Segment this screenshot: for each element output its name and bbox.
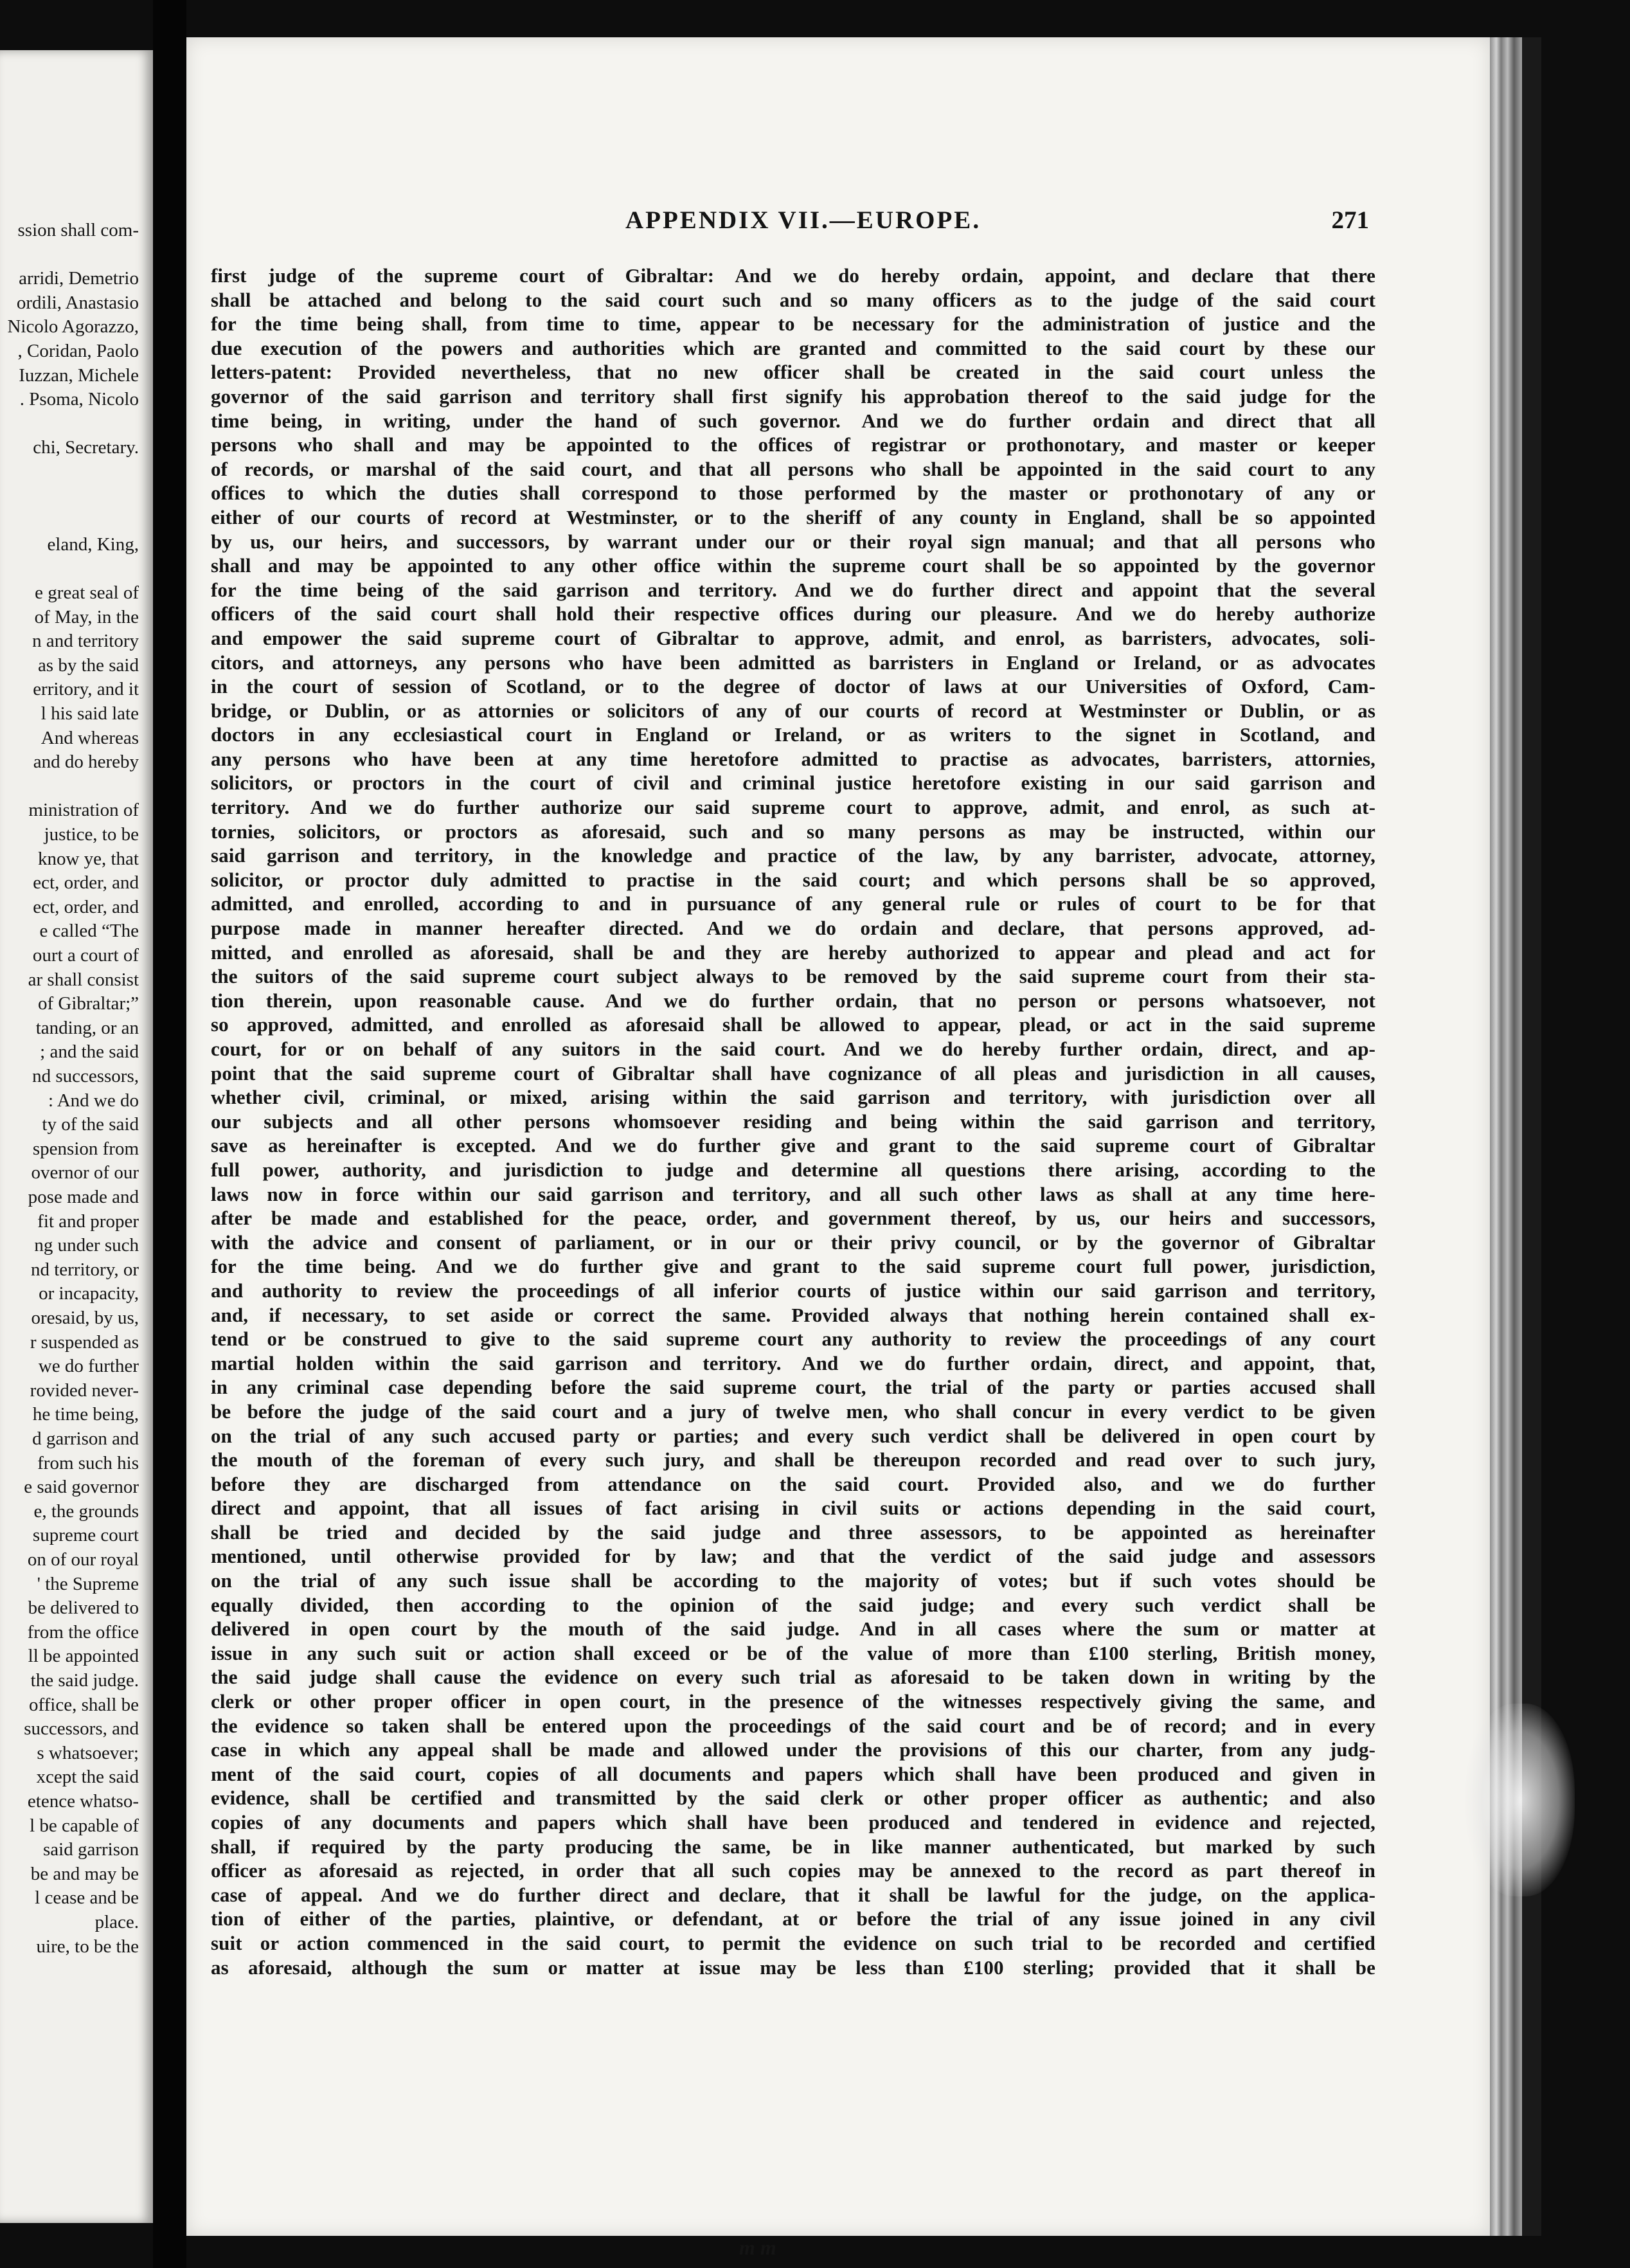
text-line: the evidence so taken shall be entered upon the proceedings of the said court and be of record; and in every bbox=[211, 1714, 1375, 1737]
text-line: direct and appoint, that all issues of fact arising in civil suits or actions depending in the said court, bbox=[211, 1497, 1375, 1520]
text-line: by us, our heirs, and successors, by warrant under our or their royal sign manual; and that all persons who bbox=[211, 530, 1375, 553]
text-line: and, if necessary, to set aside or correct the same. Provided always that nothing herein contained shall ex- bbox=[211, 1303, 1375, 1326]
book-cover-edge bbox=[1522, 37, 1541, 2236]
text-line: officer as aforesaid as rejected, in order that all such copies may be annexed to the record as part thereof in bbox=[211, 1859, 1375, 1882]
fragment-line: justice, to be bbox=[44, 824, 139, 845]
text-line: letters-patent: Provided nevertheless, that no new officer shall be created in the said court unless the bbox=[211, 361, 1375, 384]
text-line: tion therein, upon reasonable cause. And we do further ordain, that no person or persons whatsoever, not bbox=[211, 989, 1375, 1012]
text-line: on the trial of any such accused party or parties; and every such verdict shall be delivered in open court by bbox=[211, 1424, 1375, 1447]
text-line: suit or action commenced in the said court, to permit the evidence on such trial to be recorded and certified bbox=[211, 1931, 1375, 1954]
fragment-line: etence whatso- bbox=[27, 1791, 139, 1812]
text-line: laws now in force within our said garrison and territory, and all such other laws as shall at any time here- bbox=[211, 1182, 1375, 1205]
text-line: citors, and attorneys, any persons who have been admitted as barristers in England or Ireland, or as advocates bbox=[211, 651, 1375, 674]
fragment-line: be and may be bbox=[30, 1863, 139, 1884]
fragment-line: eland, King, bbox=[47, 534, 139, 555]
text-line: shall and may be appointed to any other office within the supreme court shall be so appointed by the governor bbox=[211, 554, 1375, 577]
fragment-line: ect, order, and bbox=[33, 896, 139, 917]
fragment-line: ordili, Anastasio bbox=[16, 292, 139, 313]
fragment-line: be delivered to bbox=[28, 1598, 139, 1619]
fragment-line: s whatsoever; bbox=[37, 1742, 139, 1763]
fragment-line: and do hereby bbox=[33, 752, 139, 773]
fragment-line: ty of the said bbox=[42, 1114, 139, 1135]
fragment-line: ect, order, and bbox=[33, 872, 139, 894]
text-line: tion of either of the parties, plaintive, or defendant, at or before the trial of any issue joined in any civil bbox=[211, 1907, 1375, 1931]
text-line: doctors in any ecclesiastical court in England or Ireland, or as writers to the signet in Scotland, and bbox=[211, 723, 1375, 746]
fragment-line: oresaid, by us, bbox=[31, 1308, 139, 1328]
fragment-line: we do further bbox=[38, 1356, 139, 1377]
fragment-line: ng under such bbox=[34, 1235, 139, 1256]
text-line: solicitor, or proctor duly admitted to practise in the said court; and which persons shall be so approved, bbox=[211, 868, 1375, 891]
fragment-line: l his said late bbox=[40, 703, 139, 724]
text-line: officers of the said court shall hold their respective offices during our pleasure. And we do hereby authorize bbox=[211, 602, 1375, 626]
fragment-line: : And we do bbox=[48, 1090, 139, 1111]
fragment-line: arridi, Demetrio bbox=[19, 268, 139, 289]
fragment-line: from such his bbox=[37, 1452, 139, 1473]
fragment-line: pose made and bbox=[28, 1187, 139, 1207]
fragment-line: of Gibraltar;” bbox=[37, 993, 139, 1014]
text-line: shall be attached and belong to the said court such and so many officers as to the judge of the said court bbox=[211, 288, 1375, 311]
text-line: for the time being. And we do further give and grant to the said supreme court full power, jurisdiction, bbox=[211, 1255, 1375, 1278]
fragment-line: . Psoma, Nicolo bbox=[19, 389, 139, 410]
text-line: and authority to review the proceedings of all inferior courts of justice within our said garrison and territory, bbox=[211, 1279, 1375, 1302]
fragment-line: ll be appointed bbox=[28, 1646, 139, 1667]
text-line: point that the said supreme court of Gibraltar shall have cognizance of all pleas and jurisdiction in all causes, bbox=[211, 1061, 1375, 1084]
fragment-line: said garrison bbox=[43, 1839, 139, 1860]
text-line: mitted, and enrolled as aforesaid, shall be and they are hereby authorized to appear and plead and act for bbox=[211, 941, 1375, 964]
text-line: any persons who have been at any time heretofore admitted to practise as advocates, barristers, attornies, bbox=[211, 747, 1375, 770]
fragment-line: supreme court bbox=[32, 1525, 139, 1546]
fragment-line: office, shall be bbox=[29, 1694, 139, 1715]
fragment-line: ministration of bbox=[28, 800, 139, 821]
fragment-line: uire, to be the bbox=[36, 1936, 139, 1957]
text-line: shall be tried and decided by the said judge and three assessors, to be appointed as hereinafter bbox=[211, 1520, 1375, 1544]
fragment-line: l cease and be bbox=[35, 1887, 139, 1909]
text-line: clerk or other proper officer in open court, in the presence of the witnesses respectively giving the same, and bbox=[211, 1690, 1375, 1713]
fragment-line: the said judge. bbox=[30, 1670, 139, 1691]
text-line: court, for or on behalf of any suitors in the said court. And we do hereby further ordain, direct, and ap- bbox=[211, 1038, 1375, 1060]
fragment-line: tanding, or an bbox=[35, 1017, 139, 1038]
fragment-line: from the office bbox=[27, 1621, 139, 1643]
fragment-line: r suspended as bbox=[30, 1331, 139, 1353]
fragment-line: e said governor bbox=[24, 1477, 139, 1498]
text-line: equally divided, then according to the opinion of the said judge; and every such verdict shall be bbox=[211, 1593, 1375, 1616]
text-line: tornies, solicitors, or proctors as aforesaid, such and so many persons as may be instructed, within our bbox=[211, 820, 1375, 843]
page-header bbox=[186, 206, 1490, 244]
fragment-line: nd successors, bbox=[32, 1066, 139, 1086]
text-line: as aforesaid, although the sum or matter at issue may be less than £100 sterling; provided that it shall be bbox=[211, 1956, 1375, 1979]
fragment-line: or incapacity, bbox=[39, 1283, 139, 1304]
fragment-line: d garrison and bbox=[32, 1428, 139, 1449]
fragment-line: ar shall consist bbox=[28, 969, 139, 990]
text-line: time being, in writing, under the hand of such governor. And we do further ordain and direct that all bbox=[211, 409, 1375, 432]
signature-mark: m m bbox=[739, 2236, 776, 2259]
text-line: territory. And we do further authorize our said supreme court to approve, admit, and enrol, as such at- bbox=[211, 796, 1375, 819]
fragment-line: n and territory bbox=[32, 631, 139, 652]
text-line: bridge, or Dublin, or as attornies or solicitors of any of our courts of record at Westminster or Dublin, or as bbox=[211, 699, 1375, 722]
text-line: after be made and established for the peace, order, and government thereof, by us, our heirs and successors, bbox=[211, 1207, 1375, 1230]
text-line: in any criminal case depending before the said supreme court, the trial of the party or parties accused shall bbox=[211, 1376, 1375, 1399]
fragment-line: overnor of our bbox=[31, 1162, 139, 1184]
text-line: purpose made in manner hereafter directed. And we do ordain and declare, that persons approved, ad- bbox=[211, 917, 1375, 940]
text-line: be before the judge of the said court and a jury of twelve men, who shall concur in every verdict to be given bbox=[211, 1400, 1375, 1423]
text-line: delivered in open court by the mouth of the said judge. And in all cases where the sum or matter at bbox=[211, 1617, 1375, 1641]
fragment-line: e great seal of bbox=[35, 582, 139, 603]
text-line: admitted, and enrolled, according to and in pursuance of any general rule or rules of court to be for that bbox=[211, 892, 1375, 915]
fragment-line: xcept the said bbox=[36, 1767, 139, 1788]
fragment-line: as by the said bbox=[37, 654, 139, 676]
text-line: for the time being shall, from time to time, appear to be necessary for the administration of justice and the bbox=[211, 312, 1375, 336]
fragment-line: ourt a court of bbox=[32, 945, 139, 966]
fragment-line: place. bbox=[94, 1912, 139, 1932]
text-line: so approved, admitted, and enrolled as aforesaid shall be allowed to appear, plead, or act in the said supreme bbox=[211, 1013, 1375, 1036]
text-line: ment of the said court, copies of all documents and papers which shall have been produced and given in bbox=[211, 1762, 1375, 1785]
text-line: martial holden within the said garrison and territory. And we do further ordain, direct, and appoint, that, bbox=[211, 1351, 1375, 1374]
fragment-line: ' the Supreme bbox=[37, 1573, 139, 1594]
text-line: the mouth of the foreman of every such jury, and shall be thereupon recorded and read over to such jury, bbox=[211, 1448, 1375, 1472]
page bbox=[186, 37, 1490, 2259]
text-line: the said judge shall cause the evidence on every such trial as aforesaid to be taken down in writing by the bbox=[211, 1666, 1375, 1689]
page-stain bbox=[1465, 1704, 1575, 1896]
text-line: shall, if required by the party producing the same, be in like manner authenticated, but marked by such bbox=[211, 1835, 1375, 1858]
text-line: on the trial of any such issue shall be according to the majority of votes; but if such votes should be bbox=[211, 1569, 1375, 1592]
fragment-line: Nicolo Agorazzo, bbox=[7, 316, 139, 338]
fragment-line: of May, in the bbox=[34, 606, 139, 627]
book-page-edge bbox=[1490, 37, 1522, 2236]
text-line: of records, or marshal of the said court, and that all persons who shall be appointed in the said court to any bbox=[211, 457, 1375, 480]
fragment-line: rovided never- bbox=[30, 1380, 139, 1401]
book-gutter bbox=[153, 0, 186, 2268]
text-line: solicitors, or proctors in the court of civil and criminal justice heretofore existing in our said garrison and bbox=[211, 771, 1375, 795]
text-line: governor of the said garrison and territory shall first signify his approbation thereof to the said judge for the bbox=[211, 384, 1375, 408]
text-line: first judge of the supreme court of Gibraltar: And we do hereby ordain, appoint, and declare that there bbox=[211, 264, 1375, 287]
text-line: for the time being of the said garrison and territory. And we do further direct and appoint that the several bbox=[211, 578, 1375, 601]
fragment-line: ; and the said bbox=[40, 1041, 139, 1063]
text-line: either of our courts of record at Westminster, or to the sheriff of any county in England, shall be so appointed bbox=[211, 505, 1375, 528]
text-line: and empower the said supreme court of Gibraltar to approve, admit, and enrol, as barristers, advocates, soli- bbox=[211, 626, 1375, 649]
fragment-line: successors, and bbox=[24, 1718, 139, 1740]
text-line: offices to which the duties shall correspond to those performed by the master or prothonotary of any or bbox=[211, 482, 1375, 505]
text-line: persons who shall and may be appointed to the offices of registrar or prothonotary, and master or keeper bbox=[211, 433, 1375, 456]
fragment-line: e, the grounds bbox=[33, 1500, 139, 1522]
previous-page-fragment bbox=[0, 50, 153, 2223]
fragment-line: chi, Secretary. bbox=[33, 437, 139, 458]
text-line: full power, authority, and jurisdiction to judge and determine all questions there arising, according to the bbox=[211, 1158, 1375, 1181]
page-number: 271 bbox=[1331, 206, 1369, 234]
text-line: mentioned, until otherwise provided for by law; and that the verdict of the said judge and assessors bbox=[211, 1545, 1375, 1568]
fragment-line: fit and proper bbox=[37, 1210, 139, 1232]
text-line: whether civil, criminal, or mixed, arising within the said garrison and territory, with jurisdiction over all bbox=[211, 1086, 1375, 1109]
fragment-line: , Coridan, Paolo bbox=[17, 341, 139, 361]
text-line: case in which any appeal shall be made and allowed under the provisions of this our charter, from any judg- bbox=[211, 1738, 1375, 1761]
running-head: APPENDIX VII.—EUROPE. bbox=[625, 206, 981, 234]
text-line: said garrison and territory, in the knowledge and practice of the law, by any barrister, advocate, attorney, bbox=[211, 844, 1375, 867]
fragment-line: he time being, bbox=[32, 1404, 139, 1425]
text-line: copies of any documents and papers which shall have been produced and tendered in evidence and rejected, bbox=[211, 1811, 1375, 1833]
text-line: in the court of session of Scotland, or to the degree of doctor of laws at our Universities of Oxford, Cam- bbox=[211, 675, 1375, 698]
text-line: evidence, shall be certified and transmitted by the said clerk or other proper officer as authentic; and also bbox=[211, 1787, 1375, 1810]
text-line: our subjects and all other persons whomsoever residing and being within the said garrison and territory, bbox=[211, 1110, 1375, 1133]
text-line: due execution of the powers and authorities which are granted and committed to the said court by these our bbox=[211, 336, 1375, 359]
fragment-line: l be capable of bbox=[30, 1815, 139, 1836]
fragment-line: spension from bbox=[32, 1138, 139, 1159]
fragment-line: e called “The bbox=[39, 921, 139, 942]
fragment-line: Iuzzan, Michele bbox=[19, 364, 139, 386]
text-line: with the advice and consent of parliament, or in our or their privy council, or by the governor of Gibraltar bbox=[211, 1230, 1375, 1254]
fragment-line: know ye, that bbox=[37, 848, 139, 869]
fragment-line: on of our royal bbox=[27, 1549, 139, 1570]
text-line: case of appeal. And we do further direct and declare, that it shall be lawful for the judge, on the applica- bbox=[211, 1883, 1375, 1906]
fragment-line: erritory, and it bbox=[33, 679, 139, 700]
text-line: issue in any such suit or action shall exceed or be of the value of more than £100 sterling, British money, bbox=[211, 1641, 1375, 1664]
fragment-line: nd territory, or bbox=[30, 1259, 139, 1280]
text-line: before they are discharged from attendance on the said court. Provided also, and we do further bbox=[211, 1472, 1375, 1495]
fragment-line: ssion shall com- bbox=[17, 220, 139, 240]
fragment-line: And whereas bbox=[40, 727, 139, 748]
text-line: the suitors of the said supreme court subject always to be removed by the said supreme court from their sta- bbox=[211, 965, 1375, 988]
text-line: tend or be construed to give to the said supreme court any authority to review the proceedings of any court bbox=[211, 1328, 1375, 1351]
body-paragraph bbox=[211, 264, 1375, 1979]
text-line: save as hereinafter is excepted. And we do further give and grant to the said supreme court of Gibraltar bbox=[211, 1134, 1375, 1157]
